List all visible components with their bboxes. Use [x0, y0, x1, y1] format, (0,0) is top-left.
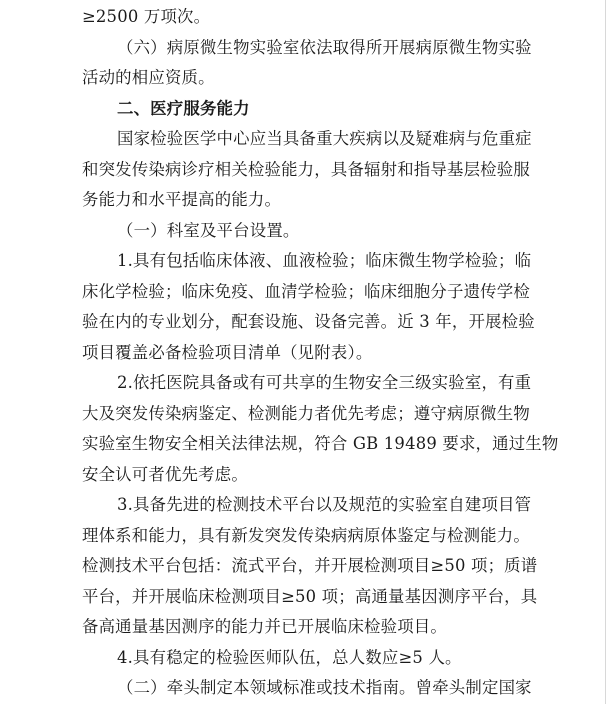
- text-line: （六）病原微生物实验室依法取得所开展病原微生物实验: [117, 37, 532, 57]
- text-line: 3.具备先进的检测技术平台以及规范的实验室自建项目管: [117, 495, 532, 514]
- text-line: （二）牵头制定本领域标准或技术指南。曾牵头制定国家: [117, 678, 532, 697]
- text-line: 4.具有稳定的检验医师队伍，总人数应≥5 人。: [117, 647, 462, 667]
- text-line: 平台，并开展临床检测项目≥50 项；高通量基因测序平台，具: [82, 586, 538, 606]
- text-line: 2.依托医院具备或有可共享的生物安全三级实验室，有重: [117, 373, 532, 392]
- text-line: 检测技术平台包括：流式平台，并开展检测项目≥50 项；质谱: [82, 556, 538, 575]
- section-heading: 二、医疗服务能力: [117, 98, 250, 118]
- text-line: 项目覆盖必备检验项目清单（见附表）。: [82, 342, 373, 362]
- text-line: 活动的相应资质。: [82, 68, 215, 87]
- text-line: 安全认可者优先考虑。: [82, 464, 248, 484]
- text-line: ≥2500 万项次。: [82, 7, 211, 26]
- text-line: 和突发传染病诊疗相关检验能力，具备辐射和指导基层检验服: [82, 159, 530, 179]
- text-line: 验在内的专业划分，配套设施、设备完善。近 3 年，开展检验: [82, 312, 535, 331]
- text-line: 国家检验医学中心应当具备重大疾病以及疑难病与危重症: [117, 129, 532, 148]
- text-line: 床化学检验；临床免疫、血清学检验；临床细胞分子遗传学检: [82, 281, 530, 301]
- subsection-heading: （一）科室及平台设置。: [117, 220, 300, 240]
- text-line: 理体系和能力，具有新发突发传染病病原体鉴定与检测能力。: [82, 525, 530, 545]
- text-line: 务能力和水平提高的能力。: [82, 190, 282, 209]
- text-line: 1.具有包括临床体液、血液检验；临床微生物学检验；临: [117, 251, 532, 270]
- text-line: 备高通量基因测序的能力并已开展临床检验项目。: [82, 617, 447, 636]
- text-line: 实验室生物安全相关法律法规，符合 GB 19489 要求，通过生物: [82, 434, 559, 453]
- text-line: 大及突发传染病鉴定、检测能力者优先考虑；遵守病原微生物: [82, 403, 530, 423]
